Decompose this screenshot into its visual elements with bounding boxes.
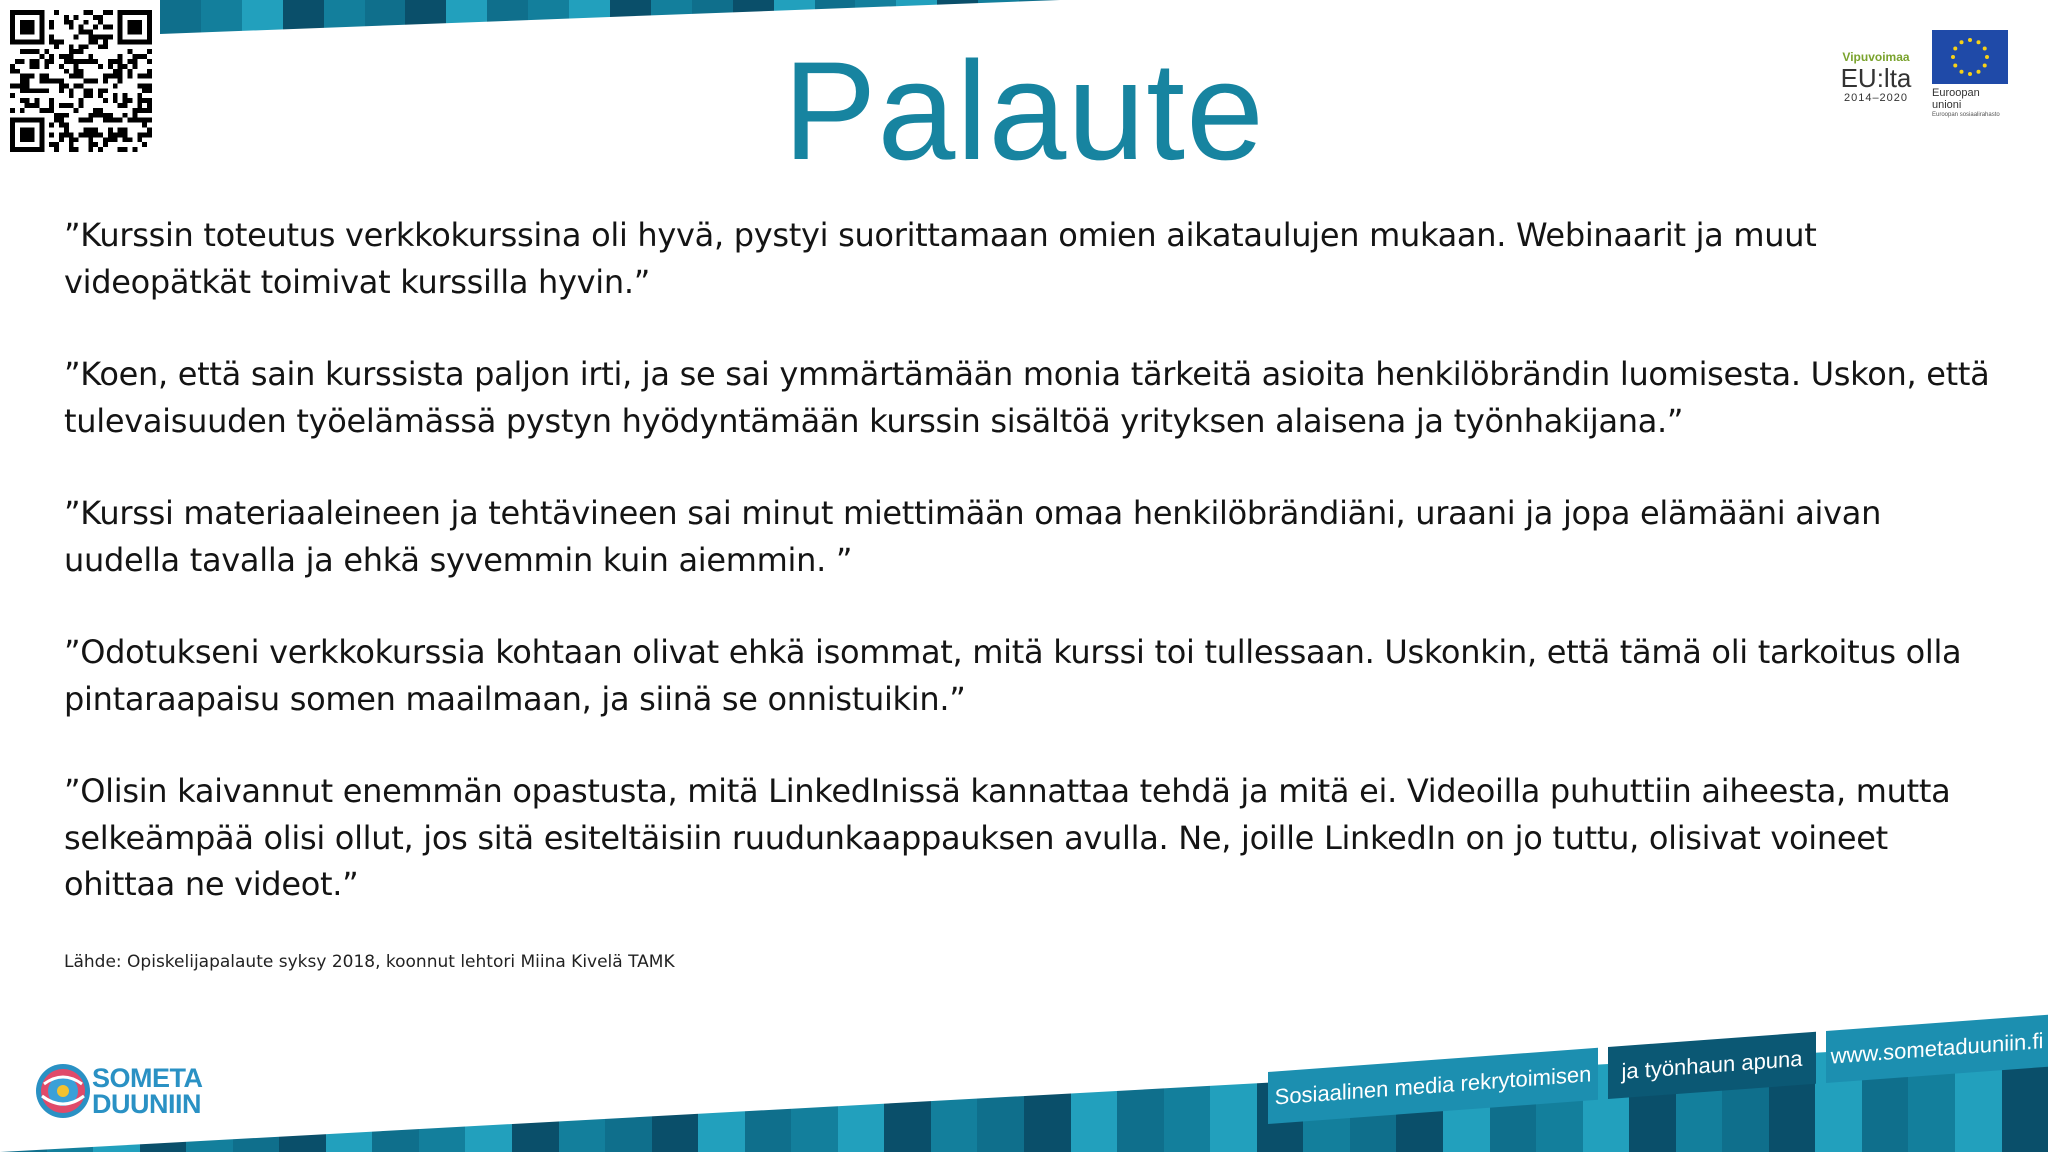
tagline-part2-text: ja työnhaun apuna <box>1621 1045 1803 1085</box>
eu-flag-icon <box>1932 30 2008 84</box>
vipuvoimaa-line2: EU:lta <box>1840 63 1912 93</box>
stripe-segment <box>487 0 528 34</box>
eu-star-icon <box>1983 64 1987 68</box>
stripe-segment <box>1071 1040 1118 1152</box>
eu-logo <box>1932 30 2012 119</box>
website-link[interactable]: www.sometaduuniin.fi <box>1830 1028 2044 1069</box>
stripe-segment <box>652 1040 699 1152</box>
stripe-segment <box>896 0 937 34</box>
vipuvoimaa-line1: Vipuvoimaa <box>1842 50 1910 64</box>
stripe-segment <box>512 1040 559 1152</box>
feedback-quotes <box>64 212 2004 954</box>
stripe-segment <box>1164 1040 1211 1152</box>
stripe-segment <box>791 1040 838 1152</box>
stripe-segment <box>978 0 1019 34</box>
eu-star-icon <box>1960 70 1964 74</box>
stripe-segment <box>651 0 692 34</box>
someta-word: SOMETA <box>92 1063 203 1093</box>
eu-line2: Euroopan sosiaalirahasto <box>1932 112 2000 118</box>
stripe-segment <box>838 1040 885 1152</box>
feedback-quote-3: ”Kurssi materiaaleineen ja tehtävineen sai minut miettimään omaa henkilöbrändiäni, uraani ja jopa elämääni aivan uudella tavalla ja ehkä syvemmin kuin aiemmin. ” <box>64 494 1882 579</box>
stripe-segment <box>815 0 856 34</box>
stripe-segment <box>365 0 406 34</box>
globe-icon <box>34 1062 92 1120</box>
eu-star-icon <box>1968 38 1972 42</box>
stripe-segment <box>931 1040 978 1152</box>
stripe-segment <box>279 1040 326 1152</box>
eu-star-icon <box>1985 55 1989 59</box>
stripe-segment <box>774 0 815 34</box>
stripe-segment <box>698 1040 745 1152</box>
stripe-segment <box>855 0 896 34</box>
stripe-segment <box>326 1040 373 1152</box>
stripe-segment <box>745 1040 792 1152</box>
stripe-segment <box>465 1040 512 1152</box>
tagline-part3[interactable] <box>1826 1015 2048 1083</box>
someta-duuniin-logo <box>34 1060 204 1124</box>
stripe-segment <box>233 1040 280 1152</box>
stripe-segment <box>692 0 733 34</box>
eu-star-icon <box>1960 40 1964 44</box>
stripe-segment <box>201 0 242 34</box>
vipuvoimaa-line3: 2014–2020 <box>1843 92 1909 104</box>
eu-star-icon <box>1977 40 1981 44</box>
stripe-segment <box>1210 1040 1257 1152</box>
eu-star-icon <box>1953 47 1957 51</box>
tagline-part2 <box>1608 1032 1816 1099</box>
stripe-segment <box>446 0 487 34</box>
eu-star-icon <box>1968 72 1972 76</box>
tagline-part1-text: Sosiaalinen media rekrytoimisen <box>1274 1061 1592 1110</box>
stripe-segment <box>1019 0 1060 34</box>
stripe-segment <box>160 0 201 34</box>
stripe-segment <box>559 1040 606 1152</box>
eu-star-icon <box>1983 47 1987 51</box>
feedback-quote-1: ”Kurssin toteutus verkkokurssina oli hyvä, pystyi suorittamaan omien aikataulujen mukaan. Webinaarit ja muut videopätkät toimivat kurssilla hyvin.” <box>64 216 1817 301</box>
stripe-segment <box>419 1040 466 1152</box>
vipuvoimaa-logo <box>1836 50 1916 104</box>
stripe-segment <box>528 0 569 34</box>
feedback-quote-2: ”Koen, että sain kurssista paljon irti, ja se sai ymmärtämään monia tärkeitä asioita henkilöbrändin luomisesta. Uskon, että tulevaisuuden työelämässä pystyn hyödyntämään kurssin sisältöä yrityksen alaisena ja työnhakijana.” <box>64 355 1990 440</box>
feedback-quote-4: ”Odotukseni verkkokurssia kohtaan olivat ehkä isommat, mitä kurssi toi tullessaan. Uskonkin, että tämä oli tarkoitus olla pintaraapaisu somen maailmaan, ja siinä se onnistuikin.” <box>64 633 1962 718</box>
source-note: Lähde: Opiskelijapalaute syksy 2018, koonnut lehtori Miina Kivelä TAMK <box>64 952 675 972</box>
stripe-segment <box>372 1040 419 1152</box>
stripe-segment <box>605 1040 652 1152</box>
stripe-segment <box>610 0 651 34</box>
stripe-segment <box>569 0 610 34</box>
eu-star-icon <box>1977 70 1981 74</box>
stripe-segment <box>324 0 365 34</box>
page-title: Palaute <box>783 32 1265 189</box>
top-stripe-decoration <box>160 0 1060 34</box>
eu-star-icon <box>1953 64 1957 68</box>
eu-line1: Euroopan unioni <box>1932 87 1980 111</box>
tagline-part1 <box>1268 1048 1598 1124</box>
stripe-segment <box>884 1040 931 1152</box>
stripe-segment <box>733 0 774 34</box>
stripe-segment <box>1024 1040 1071 1152</box>
eu-star-icon <box>1951 55 1955 59</box>
stripe-segment <box>937 0 978 34</box>
stripe-segment <box>977 1040 1024 1152</box>
stripe-segment <box>405 0 446 34</box>
stripe-segment <box>242 0 283 34</box>
stripe-segment <box>1117 1040 1164 1152</box>
feedback-quote-5: ”Olisin kaivannut enemmän opastusta, mitä LinkedInissä kannattaa tehdä ja mitä ei. Videoilla puhuttiin aiheesta, mutta selkeämpää olisi ollut, jos sitä esiteltäisiin ruudunkaappauksen avulla. Ne, joille LinkedIn on jo tuttu, olisivat voineet ohittaa ne videot.” <box>64 772 1951 903</box>
stripe-segment <box>283 0 324 34</box>
duuniin-word: DUUNIIN <box>92 1089 201 1119</box>
